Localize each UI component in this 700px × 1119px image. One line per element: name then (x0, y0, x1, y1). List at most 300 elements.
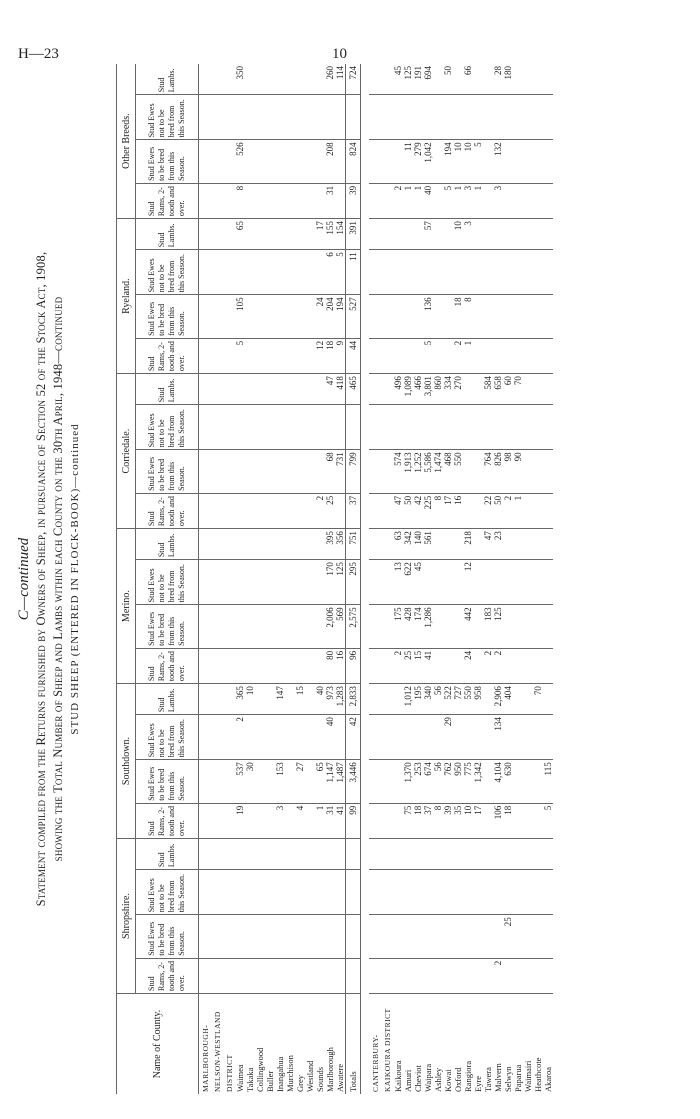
table-cell: 260 (325, 66, 335, 80)
table-cell (513, 219, 523, 250)
breed-header: Other Breeds. (117, 64, 136, 219)
table-cell (483, 870, 493, 915)
county-name: Sounds (315, 994, 325, 1095)
table-cell: 365 (235, 684, 245, 715)
table-cell (285, 140, 295, 184)
table-cell (473, 560, 483, 605)
table-cell (315, 183, 325, 218)
table-cell: 115 (543, 760, 553, 804)
table-cell (523, 684, 533, 715)
table-row (245, 64, 255, 1094)
table-cell (335, 95, 346, 140)
table-cell (265, 958, 275, 993)
district-heading: KAIKOURA DISTRICT (381, 994, 393, 1095)
table-cell (305, 648, 315, 683)
table-cell (423, 560, 433, 605)
table-cell (423, 405, 433, 450)
table-cell (275, 605, 285, 649)
table-cell (335, 870, 346, 915)
table-cell (543, 450, 553, 494)
table-cell (305, 183, 315, 218)
table-cell (483, 405, 493, 450)
table-cell (513, 715, 523, 760)
totals-cell: 295 (346, 560, 361, 605)
table-cell (403, 958, 413, 993)
table-cell (453, 560, 463, 605)
table-cell (305, 140, 315, 184)
table-cell: 9 (335, 338, 346, 373)
table-cell (543, 870, 553, 915)
table-cell (305, 803, 315, 838)
table-cell: 2 (483, 648, 493, 683)
table-cell (315, 560, 325, 605)
county-name: Grey (295, 994, 305, 1095)
table-cell: 147 (275, 684, 285, 715)
table-cell (235, 493, 245, 528)
table-cell (413, 915, 423, 959)
table-cell: 47 (325, 374, 335, 405)
table-cell: 56 (433, 684, 443, 715)
table-row (393, 64, 403, 1094)
table-cell: 25 (325, 493, 335, 528)
table-cell: 68 (325, 450, 335, 494)
table-cell (315, 64, 325, 95)
county-name: Awatere (335, 994, 346, 1095)
table-cell: 958 (473, 684, 483, 715)
table-cell: 428 (403, 605, 413, 649)
table-cell (315, 958, 325, 993)
table-cell (255, 374, 265, 405)
table-cell: 12 (463, 560, 473, 605)
table-cell (315, 529, 325, 560)
table-cell (285, 870, 295, 915)
table-cell: 1,474 (433, 450, 443, 494)
table-cell (463, 95, 473, 140)
table-cell (453, 715, 463, 760)
table-cell (533, 839, 543, 870)
table-cell (305, 684, 315, 715)
table-cell (423, 715, 433, 760)
table-cell (533, 803, 543, 838)
table-cell (443, 648, 453, 683)
totals-cell: 751 (346, 529, 361, 560)
table-cell: 50 (493, 493, 503, 528)
table-cell (483, 839, 493, 870)
table-cell (513, 803, 523, 838)
table-row (275, 64, 285, 1094)
totals-cell: 527 (346, 295, 361, 339)
table-cell: 584 (483, 374, 493, 405)
table-cell (295, 605, 305, 649)
table-cell (265, 250, 275, 295)
table-cell: 6 (325, 250, 335, 295)
table-cell (295, 839, 305, 870)
table-cell (503, 648, 513, 683)
table-cell (315, 95, 325, 140)
table-cell (453, 95, 463, 140)
table-row (453, 64, 463, 1094)
table-cell: 41 (335, 803, 346, 838)
table-cell: 66 (463, 66, 473, 75)
table-cell (403, 95, 413, 140)
table-cell (265, 140, 275, 184)
table-cell: 208 (325, 140, 335, 184)
table-cell: 3 (493, 183, 503, 218)
table-cell (255, 684, 265, 715)
table-cell: 395 (325, 529, 335, 560)
table-cell (295, 64, 305, 95)
table-cell (275, 140, 285, 184)
table-cell (335, 140, 346, 184)
table-cell (245, 183, 255, 218)
table-cell (295, 915, 305, 959)
table-cell (443, 915, 453, 959)
table-cell (463, 374, 473, 405)
subcolumn-header: Stud Ewes not to be bred from this Season. (136, 715, 199, 760)
table-cell (295, 493, 305, 528)
table-cell (305, 529, 315, 560)
table-cell (433, 405, 443, 450)
table-cell (305, 450, 315, 494)
subcolumn-header: Stud Rams, 2-tooth and over. (136, 338, 199, 373)
table-cell (443, 529, 453, 560)
table-cell: 31 (325, 183, 335, 218)
table-cell (255, 295, 265, 339)
table-cell (413, 219, 423, 250)
table-cell (403, 915, 413, 959)
table-row (533, 64, 543, 1094)
subcolumn-header: Stud Ewes not to be bred from this Season. (136, 95, 199, 140)
table-cell (503, 839, 513, 870)
table-cell (275, 560, 285, 605)
table-cell (245, 374, 255, 405)
table-cell (305, 295, 315, 339)
table-cell (483, 803, 493, 838)
table-cell (235, 450, 245, 494)
table-cell: 764 (483, 450, 493, 494)
table-cell: 8 (463, 295, 473, 339)
table-cell (543, 219, 553, 250)
table-cell (265, 560, 275, 605)
table-cell (275, 870, 285, 915)
table-cell: 1 (315, 803, 325, 838)
table-cell (325, 870, 335, 915)
table-row (255, 64, 265, 1094)
table-row (413, 64, 423, 1094)
table-cell: 16 (335, 648, 346, 683)
table-cell: 3 (463, 219, 473, 250)
table-cell (473, 64, 483, 95)
table-cell (325, 958, 335, 993)
totals-cell (346, 958, 361, 993)
table-cell: 175 (393, 605, 403, 649)
table-cell (483, 219, 493, 250)
table-cell (245, 915, 255, 959)
table-cell (245, 605, 255, 649)
table-cell: 35 (453, 803, 463, 838)
table-cell (453, 870, 463, 915)
table-cell (305, 760, 315, 804)
table-cell (493, 219, 503, 250)
table-cell (295, 250, 305, 295)
table-cell (295, 140, 305, 184)
table-cell (413, 715, 423, 760)
table-cell (483, 760, 493, 804)
table-cell: 29 (443, 715, 453, 760)
table-cell (523, 760, 533, 804)
table-cell (533, 529, 543, 560)
table-cell: 2 (315, 493, 325, 528)
table-cell: 1,487 (335, 760, 346, 804)
table-cell (305, 250, 315, 295)
table-cell (533, 648, 543, 683)
table-cell (513, 405, 523, 450)
table-cell (235, 915, 245, 959)
table-cell (453, 839, 463, 870)
table-cell: 10 (453, 140, 463, 184)
table-cell: 775 (463, 760, 473, 804)
subcolumn-header: Stud Ewes to be bred from this Season. (136, 295, 199, 339)
table-cell (265, 684, 275, 715)
table-cell (295, 405, 305, 450)
table-cell (443, 219, 453, 250)
table-row (305, 64, 315, 1094)
table-cell: 8 (433, 493, 443, 528)
table-row (403, 64, 413, 1094)
table-cell (543, 250, 553, 295)
table-cell: 10 (463, 803, 473, 838)
table-cell: 41 (423, 648, 433, 683)
table-cell: 496 (393, 374, 403, 405)
table-cell: 174 (413, 605, 423, 649)
table-cell: 537 (235, 760, 245, 804)
table-row (503, 64, 513, 1094)
table-cell (543, 648, 553, 683)
table-cell (463, 405, 473, 450)
table-cell: 23 (493, 529, 503, 560)
rotated-table-page (10, 64, 670, 1094)
table-cell: 442 (463, 605, 473, 649)
table-cell (453, 605, 463, 649)
table-cell: 3 (275, 803, 285, 838)
table-cell (315, 715, 325, 760)
totals-cell (346, 95, 361, 140)
table-cell: 334 (443, 374, 453, 405)
table-cell (483, 684, 493, 715)
table-cell: 10 (463, 140, 473, 184)
table-cell (493, 405, 503, 450)
table-cell (523, 374, 533, 405)
table-cell (433, 250, 443, 295)
table-cell (403, 250, 413, 295)
subcolumn-header: Stud Lambs. (136, 374, 199, 405)
table-cell (453, 915, 463, 959)
table-cell: 45 (393, 66, 403, 75)
table-cell (393, 295, 403, 339)
table-cell (523, 95, 533, 140)
table-cell (285, 684, 295, 715)
table-cell (513, 95, 523, 140)
table-cell (393, 684, 403, 715)
table-cell: 2 (235, 715, 245, 760)
table-cell (285, 839, 295, 870)
table-cell (473, 839, 483, 870)
table-cell (235, 648, 245, 683)
table-cell (275, 529, 285, 560)
table-cell (443, 958, 453, 993)
table-cell (275, 648, 285, 683)
table-cell (275, 450, 285, 494)
table-cell (423, 915, 433, 959)
table-cell: 574 (393, 450, 403, 494)
table-cell (523, 605, 533, 649)
table-cell: 90 (513, 450, 523, 494)
table-cell: 1,283 (335, 684, 346, 715)
table-row (543, 64, 553, 1094)
table-cell (453, 529, 463, 560)
title-block (10, 64, 81, 1094)
table-cell (443, 870, 453, 915)
table-cell (473, 95, 483, 140)
table-cell: 342 (403, 529, 413, 560)
table-cell (275, 183, 285, 218)
table-cell (245, 450, 255, 494)
totals-cell: 44 (346, 338, 361, 373)
table-cell (503, 183, 513, 218)
table-cell (503, 140, 513, 184)
table-cell (305, 405, 315, 450)
table-cell (265, 295, 275, 339)
table-cell (433, 338, 443, 373)
table-cell (393, 405, 403, 450)
table-cell: 674 (423, 760, 433, 804)
table-cell (533, 958, 543, 993)
table-cell (235, 958, 245, 993)
table-cell (473, 529, 483, 560)
table-cell (483, 250, 493, 295)
table-cell (305, 605, 315, 649)
table-cell: 468 (443, 450, 453, 494)
table-row (473, 64, 483, 1094)
table-cell (413, 95, 423, 140)
table-cell (463, 450, 473, 494)
table-cell (255, 338, 265, 373)
district-heading: NELSON-WESTLAND (211, 994, 223, 1095)
table-cell (533, 560, 543, 605)
table-cell: 125 (493, 605, 503, 649)
table-cell: 2 (493, 648, 503, 683)
table-cell (305, 839, 315, 870)
table-cell (513, 250, 523, 295)
county-column-header: Name of County. (117, 994, 199, 1095)
county-name: Takaka (245, 994, 255, 1095)
table-cell (235, 529, 245, 560)
table-cell: 57 (423, 219, 433, 250)
table-cell (235, 870, 245, 915)
totals-cell (346, 915, 361, 959)
table-cell (433, 870, 443, 915)
table-cell (543, 493, 553, 528)
table-cell (235, 95, 245, 140)
table-cell (503, 405, 513, 450)
table-cell (513, 560, 523, 605)
table-cell (483, 338, 493, 373)
subcolumn-header: Stud Ewes not to be bred from this Season. (136, 870, 199, 915)
table-cell (265, 715, 275, 760)
table-cell: 70 (533, 684, 543, 715)
table-cell (265, 760, 275, 804)
table-cell (275, 95, 285, 140)
table-cell (473, 250, 483, 295)
table-cell (443, 605, 453, 649)
table-cell (523, 870, 533, 915)
subcolumn-header: Stud Rams, 2-tooth and over. (136, 803, 199, 838)
table-cell (543, 183, 553, 218)
table-cell (513, 529, 523, 560)
table-cell: 5 (443, 183, 453, 218)
table-cell: 37 (423, 803, 433, 838)
table-cell (235, 250, 245, 295)
table-cell: 5 (235, 338, 245, 373)
table-cell (533, 715, 543, 760)
table-cell: 170 (325, 560, 335, 605)
table-cell: 27 (295, 760, 305, 804)
table-cell: 550 (463, 684, 473, 715)
table-cell (533, 250, 543, 295)
table-cell (463, 250, 473, 295)
table-cell: 762 (443, 760, 453, 804)
table-cell (265, 338, 275, 373)
table-cell: 356 (335, 529, 346, 560)
table-cell (315, 870, 325, 915)
table-cell (523, 64, 533, 95)
totals-cell: 96 (346, 648, 361, 683)
table-cell: 2 (393, 648, 403, 683)
table-cell (295, 374, 305, 405)
table-cell (453, 958, 463, 993)
table-cell (433, 529, 443, 560)
table-cell: 270 (453, 374, 463, 405)
table-cell: 8 (433, 803, 443, 838)
table-cell (493, 560, 503, 605)
table-cell (533, 219, 543, 250)
table-cell (523, 219, 533, 250)
table-cell (275, 715, 285, 760)
totals-cell: 2,575 (346, 605, 361, 649)
table-cell: 25 (403, 648, 413, 683)
table-cell: 56 (433, 760, 443, 804)
table-cell (403, 338, 413, 373)
table-cell (483, 64, 493, 95)
table-cell: 522 (443, 684, 453, 715)
table-cell (493, 250, 503, 295)
table-cell: 180 (503, 66, 513, 80)
table-cell (483, 715, 493, 760)
table-cell (393, 760, 403, 804)
table-cell: 2 (453, 338, 463, 373)
table-cell (413, 295, 423, 339)
table-cell: 5 (543, 803, 553, 838)
table-cell: 466 (413, 374, 423, 405)
table-cell (503, 560, 513, 605)
table-cell (295, 219, 305, 250)
table-cell (403, 219, 413, 250)
table-cell (433, 915, 443, 959)
subcolumn-header: Stud Lambs. (136, 64, 199, 95)
table-cell: 2,006 (325, 605, 335, 649)
table-cell: 204 (325, 295, 335, 339)
table-cell (315, 405, 325, 450)
